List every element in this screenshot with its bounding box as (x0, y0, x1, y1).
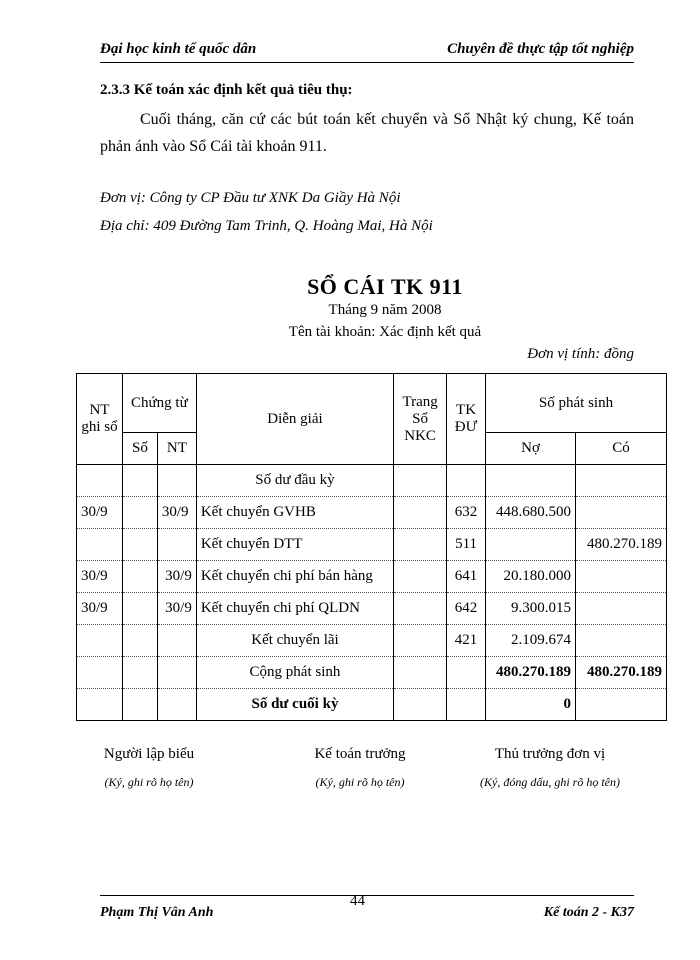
company-address: Địa chỉ: 409 Đường Tam Trinh, Q. Hoàng Mai, Hà Nội (100, 218, 433, 234)
row-ngay (157, 625, 196, 657)
table-row (77, 561, 667, 593)
row-ngay (157, 529, 196, 561)
total-row (77, 657, 667, 689)
row-no: 2.109.674 (486, 625, 576, 657)
row-trang (394, 625, 447, 657)
row-co: 480.270.189 (575, 529, 666, 561)
total-no: 480.270.189 (486, 657, 576, 689)
footer-class: Kế toán 2 - K37 (543, 905, 634, 920)
ledger-table (76, 373, 667, 721)
header-university: Đại học kinh tế quốc dân (100, 41, 257, 57)
ledger-account-name: Tên tài khoản: Xác định kết quả (288, 324, 482, 340)
closing-balance-label: Số dư cuối kỳ (196, 689, 393, 721)
page-number: 44 (350, 893, 365, 909)
row-no: 9.300.015 (486, 593, 576, 625)
row-co (575, 497, 666, 529)
row-tk: 642 (447, 593, 486, 625)
header-chung-tu: Chứng từ (122, 374, 196, 433)
row-nt: 30/9 (77, 561, 123, 593)
closing-balance-row (77, 689, 667, 721)
row-so (122, 497, 157, 529)
row-co (575, 561, 666, 593)
row-desc: Kết chuyển chi phí bán hàng (196, 561, 393, 593)
header-co: Có (575, 433, 666, 465)
row-desc: Kết chuyển DTT (196, 529, 393, 561)
row-nt (77, 625, 123, 657)
closing-balance-no: 0 (486, 689, 576, 721)
signature-title: Người lập biểu (103, 746, 195, 762)
row-trang (394, 529, 447, 561)
row-desc: Kết chuyển lãi (196, 625, 393, 657)
table-row (77, 497, 667, 529)
page-header (100, 36, 634, 63)
signature-hint: (Ký, đóng dấu, ghi rõ họ tên) (480, 775, 620, 789)
section-title: 2.3.3 Kế toán xác định kết quả tiêu thụ: (100, 82, 353, 98)
signature-title: Thủ trưởng đơn vị (494, 746, 606, 762)
opening-balance-label: Số dư đầu kỳ (196, 465, 393, 497)
row-tk: 511 (447, 529, 486, 561)
row-so (122, 625, 157, 657)
header-so: Số (122, 433, 157, 465)
row-ngay: 30/9 (157, 497, 196, 529)
currency-unit: Đơn vị tính: đồng (527, 346, 634, 362)
header-no: Nợ (486, 433, 576, 465)
row-desc: Kết chuyển GVHB (196, 497, 393, 529)
signature-director (445, 746, 655, 790)
total-label: Cộng phát sinh (196, 657, 393, 689)
row-tk: 632 (447, 497, 486, 529)
signature-hint: (Ký, ghi rõ họ tên) (104, 775, 194, 789)
header-so-phat-sinh: Số phát sinh (486, 374, 667, 433)
row-tk: 421 (447, 625, 486, 657)
row-nt: 30/9 (77, 497, 123, 529)
footer-author: Phạm Thị Vân Anh (100, 905, 214, 920)
header-tk-du: TK ĐƯ (447, 374, 486, 465)
row-ngay: 30/9 (157, 561, 196, 593)
row-no: 20.180.000 (486, 561, 576, 593)
ledger-title: SỔ CÁI TK 911 (307, 274, 463, 299)
signature-hint: (Ký, ghi rõ họ tên) (315, 775, 405, 789)
signature-preparer (44, 746, 254, 790)
row-trang (394, 593, 447, 625)
signature-chief-accountant (255, 746, 465, 790)
row-desc: Kết chuyển chi phí QLDN (196, 593, 393, 625)
row-nt (77, 529, 123, 561)
header-dien-giai: Diễn giải (196, 374, 393, 465)
total-co: 480.270.189 (575, 657, 666, 689)
header-trang-so: Trang Sổ NKC (394, 374, 447, 465)
page-footer (100, 895, 634, 924)
signature-title: Kế toán trưởng (314, 746, 406, 762)
row-trang (394, 497, 447, 529)
table-row (77, 625, 667, 657)
row-nt: 30/9 (77, 593, 123, 625)
row-no (486, 529, 576, 561)
row-no: 448.680.500 (486, 497, 576, 529)
row-so (122, 593, 157, 625)
header-nt-ghi-so: NT ghi sổ (77, 374, 123, 465)
table-row (77, 529, 667, 561)
company-unit: Đơn vị: Công ty CP Đầu tư XNK Da Giầy Hà Nội (100, 190, 401, 206)
header-report-type: Chuyên đề thực tập tốt nghiệp (447, 41, 634, 57)
row-ngay: 30/9 (157, 593, 196, 625)
row-so (122, 561, 157, 593)
ledger-period: Tháng 9 năm 2008 (328, 302, 442, 318)
row-co (575, 625, 666, 657)
row-tk: 641 (447, 561, 486, 593)
header-ngay: NT (157, 433, 196, 465)
table-row (77, 593, 667, 625)
row-trang (394, 561, 447, 593)
opening-balance-row (77, 465, 667, 497)
row-co (575, 593, 666, 625)
intro-paragraph: Cuối tháng, căn cứ các bút toán kết chuyển và Sổ Nhật ký chung, Kế toán phản ánh vào Sổ Cái tài khoản 911. (100, 111, 634, 155)
row-so (122, 529, 157, 561)
